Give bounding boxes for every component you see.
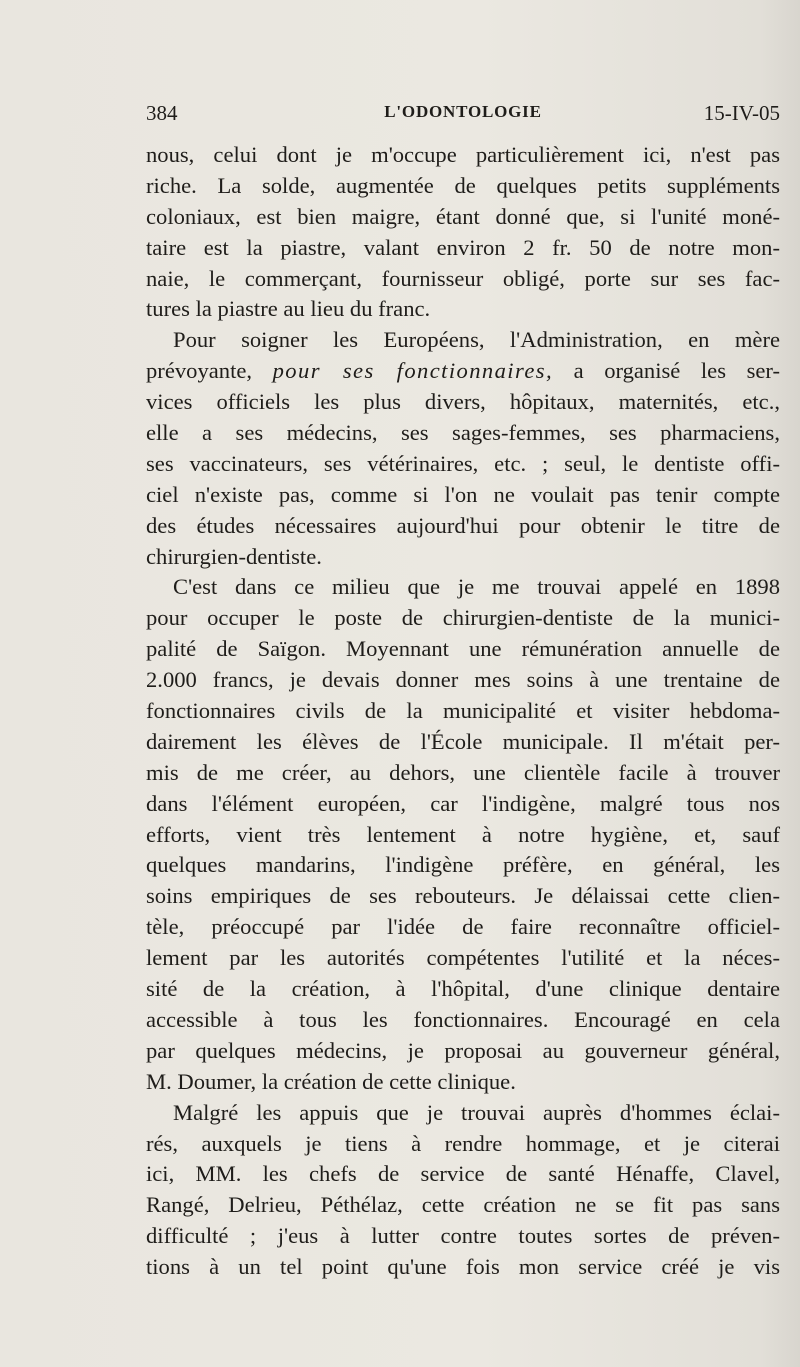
text-line: tèle, préoccupé par l'idée de faire reconnaître officiel-: [146, 914, 780, 940]
text-line: tions à un tel point qu'une fois mon service créé je vis: [146, 1254, 780, 1280]
text-line: C'est dans ce milieu que je me trouvai appelé en 1898: [173, 574, 780, 600]
text-line: riche. La solde, augmentée de quelques petits suppléments: [146, 172, 780, 198]
text-line: nous, celui dont je m'occupe particulièrement ici, n'est pas: [146, 142, 780, 167]
text-line: coloniaux, est bien maigre, étant donné que, si l'unité moné-: [146, 203, 780, 229]
text-fragment: a organisé les ser-: [553, 358, 780, 384]
italic-phrase: pour ses fonctionnaires,: [272, 358, 554, 384]
text-line: naie, le commerçant, fournisseur obligé, porte sur ses fac-: [146, 265, 780, 291]
text-line: dans l'élément européen, car l'indigène, malgré tous nos: [146, 790, 780, 816]
text-line: dairement les élèves de l'École municipale. Il m'était per-: [146, 728, 780, 754]
text-line: Malgré les appuis que je trouvai auprès d'hommes éclai-: [173, 1099, 780, 1125]
page-number: 384: [146, 101, 178, 125]
text-line: efforts, vient très lentement à notre hygiène, et, sauf: [146, 821, 780, 847]
body-text: [146, 140, 780, 1283]
running-header: [146, 101, 780, 135]
text-line: lement par les autorités compétentes l'utilité et la néces-: [146, 945, 780, 971]
text-fragment: prévoyante,: [146, 358, 273, 384]
text-line: taire est la piastre, valant environ 2 fr. 50 de notre mon-: [146, 234, 780, 260]
text-line: pour occuper le poste de chirurgien-dentiste de la munici-: [146, 605, 780, 631]
issue-date: 15-IV-05: [703, 101, 780, 125]
text-line: sité de la création, à l'hôpital, d'une clinique dentaire: [146, 976, 780, 1002]
text-line: par quelques médecins, je proposai au gouverneur général,: [146, 1037, 780, 1063]
text-line: elle a ses médecins, ses sages-femmes, ses pharmaciens,: [146, 420, 780, 446]
text-line: Rangé, Delrieu, Péthélaz, cette création ne se fit pas sans: [146, 1192, 780, 1218]
text-line: palité de Saïgon. Moyennant une rémunération annuelle de: [146, 636, 780, 662]
text-line: des études nécessaires aujourd'hui pour obtenir le titre de: [146, 512, 780, 538]
text-line: ici, MM. les chefs de service de santé Hénaffe, Clavel,: [146, 1161, 780, 1187]
text-line-with-emphasis: [146, 356, 780, 387]
text-line: accessible à tous les fonctionnaires. Encouragé en cela: [146, 1006, 780, 1032]
text-line: M. Doumer, la création de cette clinique.: [146, 1068, 516, 1094]
text-line: vices officiels les plus divers, hôpitaux, maternités, etc.,: [146, 389, 780, 415]
text-line: 2.000 francs, je devais donner mes soins à une trentaine de: [146, 667, 780, 693]
text-line: rés, auxquels je tiens à rendre hommage, et je citerai: [146, 1130, 780, 1156]
text-line: difficulté ; j'eus à lutter contre toutes sortes de préven-: [146, 1223, 780, 1249]
text-line: Pour soigner les Européens, l'Administration, en mère: [173, 327, 780, 353]
text-line: tures la piastre au lieu du franc.: [146, 296, 431, 322]
journal-title: L'ODONTOLOGIE: [384, 102, 542, 121]
text-line: chirurgien-dentiste.: [146, 543, 322, 569]
text-line: ses vaccinateurs, ses vétérinaires, etc. ; seul, le dentiste offi-: [146, 450, 780, 476]
text-line: mis de me créer, au dehors, une clientèle facile à trouver: [146, 759, 780, 785]
text-line: ciel n'existe pas, comme si l'on ne voulait pas tenir compte: [146, 481, 780, 507]
text-line: fonctionnaires civils de la municipalité et visiter hebdoma-: [146, 698, 780, 724]
text-line: quelques mandarins, l'indigène préfère, en général, les: [146, 852, 780, 878]
text-line: soins empiriques de ses rebouteurs. Je délaissai cette clien-: [146, 883, 780, 909]
